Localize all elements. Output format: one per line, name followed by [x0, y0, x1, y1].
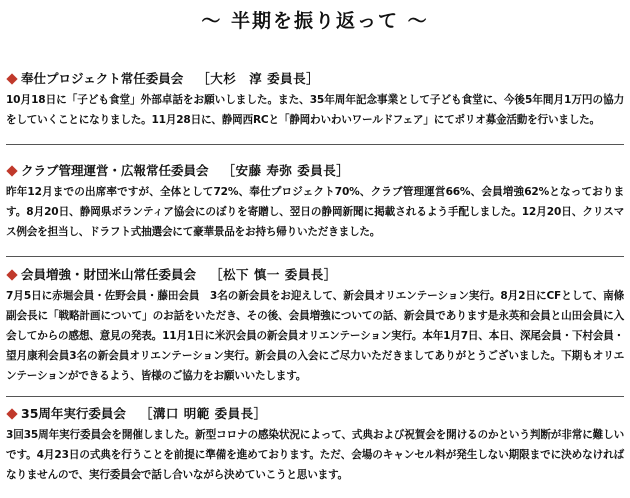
section-heading: [6, 405, 624, 423]
section-35th-anniversary: [6, 405, 624, 485]
diamond-bullet-icon: [6, 269, 17, 280]
section-body: 7月5日に赤堀会員・佐野会員・藤田会員 3名の新会員をお迎えして、新会員オリエンテーション実行。8月2日にCFとして、南條副会長に「戦略計画について」のお話をいただき、その後、会員増強についての話、新会員であります是永英和会員と山田会員に入会してからの感想、意見の発表。11月1日に米沢会員の新会員オリエンテーション実行。本年1月7日、本日、深尾会員・下村会員・望月康利会員3名の新会員オリエンテーション実行。新会員の入会にご尽力いただきましてありがとうございました。下期もオリエンテーションができるよう、皆様のご協力をお願いいたします。: [6, 290, 624, 382]
section-body: 3回35周年実行委員会を開催しました。新型コロナの感染状況によって、式典および祝賀会を開けるのかという判断が非常に難しいです。4月23日の式典を行うことを前提に準備を進めております。ただ、会場のキャンセル料が発生しない期限までに決めなければなりませんので、実行委員会で話し合いながら決めていこうと思います。: [6, 429, 624, 481]
diamond-bullet-icon: [6, 73, 17, 84]
committee-chair: ［溝口 明範 委員長］: [139, 406, 267, 421]
committee-chair: ［松下 慎一 委員長］: [210, 267, 337, 282]
section-service-project: [6, 70, 624, 130]
committee-name: 奉仕プロジェクト常任委員会: [21, 71, 184, 86]
section-heading: [6, 70, 624, 88]
section-divider: [6, 144, 624, 145]
section-body: 昨年12月までの出席率ですが、全体として72%、奉仕プロジェクト70%、クラブ管理運営66%、会員増強62%となっております。8月20日、静岡県ボランティア協会にのぼりを寄贈し、翌日の静岡新聞に掲載されるよう手配しました。12月20日、クリスマス例会を担当し、ドラフト式抽選会にて豪華景品をお持ち帰りいただきました。: [6, 186, 624, 238]
page-title: 〜 半期を振り返って 〜: [201, 10, 429, 32]
section-body: 10月18日に「子ども食堂」外部卓話をお願いしました。また、35年周年記念事業として子ども食堂に、今後5年間月1万円の協力をしていくことになりました。11月28日に、静岡西RCと「静岡わいわいワールドフェア」にてポリオ募金活動を行いました。: [6, 94, 624, 126]
committee-chair: ［大杉 淳 委員長］: [197, 71, 320, 86]
section-heading: [6, 162, 624, 180]
section-membership: [6, 266, 624, 386]
committee-name: 35周年実行委員会: [21, 406, 126, 421]
committee-name: 会員増強・財団米山常任委員会: [21, 267, 197, 282]
committee-chair: ［安藤 寿弥 委員長］: [222, 163, 350, 178]
section-club-management: [6, 162, 624, 242]
diamond-bullet-icon: [6, 408, 17, 419]
diamond-bullet-icon: [6, 165, 17, 176]
section-heading: [6, 266, 624, 284]
committee-name: クラブ管理運営・広報常任委員会: [21, 163, 209, 178]
section-divider: [6, 396, 624, 397]
section-divider: [6, 256, 624, 257]
